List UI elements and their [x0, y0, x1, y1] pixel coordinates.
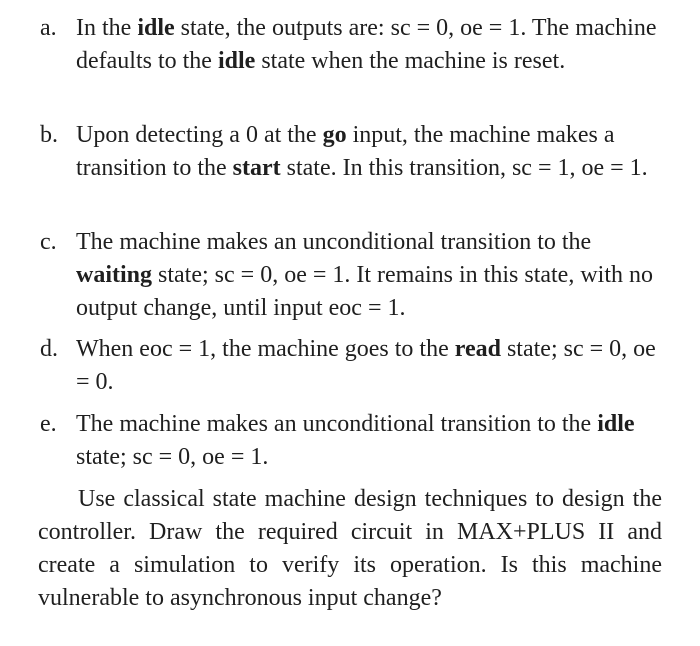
- item-marker: b.: [40, 122, 58, 148]
- list-item-e: [40, 408, 668, 474]
- item-text: The machine makes an unconditional transition to the waiting state; sc = 0, oe = 1. It remains in this state, with no output change, until input eoc = 1.: [76, 229, 654, 321]
- list-item-d: [40, 333, 668, 399]
- item-marker: e.: [40, 411, 57, 437]
- item-marker: c.: [40, 229, 57, 255]
- list-item-c: [40, 226, 668, 325]
- item-text: The machine makes an unconditional transition to the idle state; sc = 0, oe = 1.: [76, 411, 635, 470]
- item-marker: a.: [40, 15, 57, 41]
- list-item-b: [40, 119, 668, 185]
- item-text: In the idle state, the outputs are: sc = 0, oe = 1. The machine defaults to the idle state when the machine is reset.: [76, 15, 657, 74]
- instruction-paragraph: Use classical state machine design techniques to design the controller. Draw the required circuit in MAX+PLUS II and create a simulation to verify its operation. Is this machine vulnerable to asynchronous input change?: [38, 486, 662, 611]
- list-item-a: [40, 12, 668, 78]
- item-marker: d.: [40, 336, 58, 362]
- item-text: When eoc = 1, the machine goes to the read state; sc = 0, oe = 0.: [76, 336, 656, 395]
- item-text: Upon detecting a 0 at the go input, the machine makes a transition to the start state. In this transition, sc = 1, oe = 1.: [76, 122, 648, 181]
